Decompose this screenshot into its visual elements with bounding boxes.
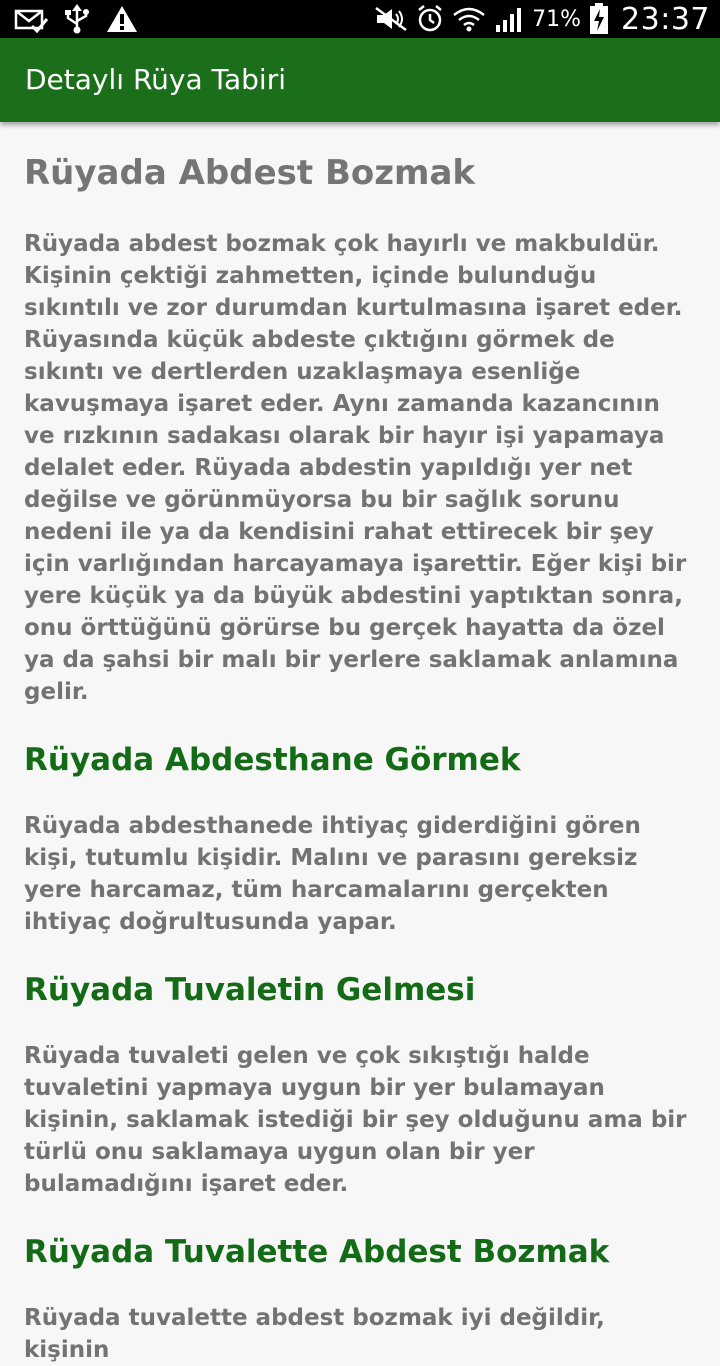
status-bar [0,0,720,38]
article-title: Rüyada Abdest Bozmak [24,153,476,193]
usb-icon [64,4,90,34]
battery-percent: 71% [532,6,582,32]
status-bar-right [374,0,710,38]
section-heading: Rüyada Tuvalette Abdest Bozmak [24,1234,610,1270]
section-heading: Rüyada Abdesthane Görmek [24,742,521,778]
alarm-icon [416,5,444,33]
mail-check-icon [14,6,48,32]
article [0,122,720,1366]
status-bar-left [14,0,138,38]
app-bar [0,38,720,122]
section-text: Rüyada abdesthanede ihtiyaç giderdiğini gören kişi, tutumlu kişidir. Malını ve parasını gereksiz yere harcamaz, tüm harcamalarını gerçekten ihtiyaç doğrultusunda yapar. [24,813,641,935]
section-text: Rüyada tuvaleti gelen ve çok sıkıştığı halde tuvaletini yapmaya uygun bir yer bulamayan kişinin, saklamak istediği bir şey olduğunu ama bir türlü onu saklamaya uygun olan bir yer bulamadığını işaret eder. [24,1043,687,1197]
section-text: Rüyada tuvalette abdest bozmak iyi değildir, kişinin [24,1305,605,1363]
battery-charging-icon [589,3,609,35]
warning-icon [106,5,138,33]
mute-icon [374,6,408,32]
wifi-icon [452,5,486,33]
section-heading: Rüyada Tuvaletin Gelmesi [24,972,476,1008]
status-time: 23:37 [621,1,710,37]
article-intro: Rüyada abdest bozmak çok hayırlı ve makbuldür. Kişinin çektiği zahmetten, içinde bulunduğu sıkıntılı ve zor durumdan kurtulmasına işaret eder. Rüyasında küçük abdeste çıktığını görmek de sıkıntı ve dertlerden uzaklaşmaya esenliğe kavuşmaya işaret eder. Aynı zamanda kazancının ve rızkının sadakası olarak bir hayır işi yapamaya delalet eder. Rüyada abdestin yapıldığı yer net değilse ve görünmüyorsa bu bir sağlık sorunu nedeni ile ya da kendisini rahat ettirecek bir şey için varlığından harcayamaya işarettir. Eğer kişi bir yere küçük ya da büyük abdestini yaptıktan sonra, onu örttüğünü görürse bu gerçek hayatta da özel ya da şahsi bir malı bir yerlere saklamak anlamına gelir. [24,231,687,705]
app-title: Detaylı Rüya Tabiri [25,63,286,96]
content-scroll-area[interactable] [0,122,720,1363]
signal-icon [494,5,524,33]
